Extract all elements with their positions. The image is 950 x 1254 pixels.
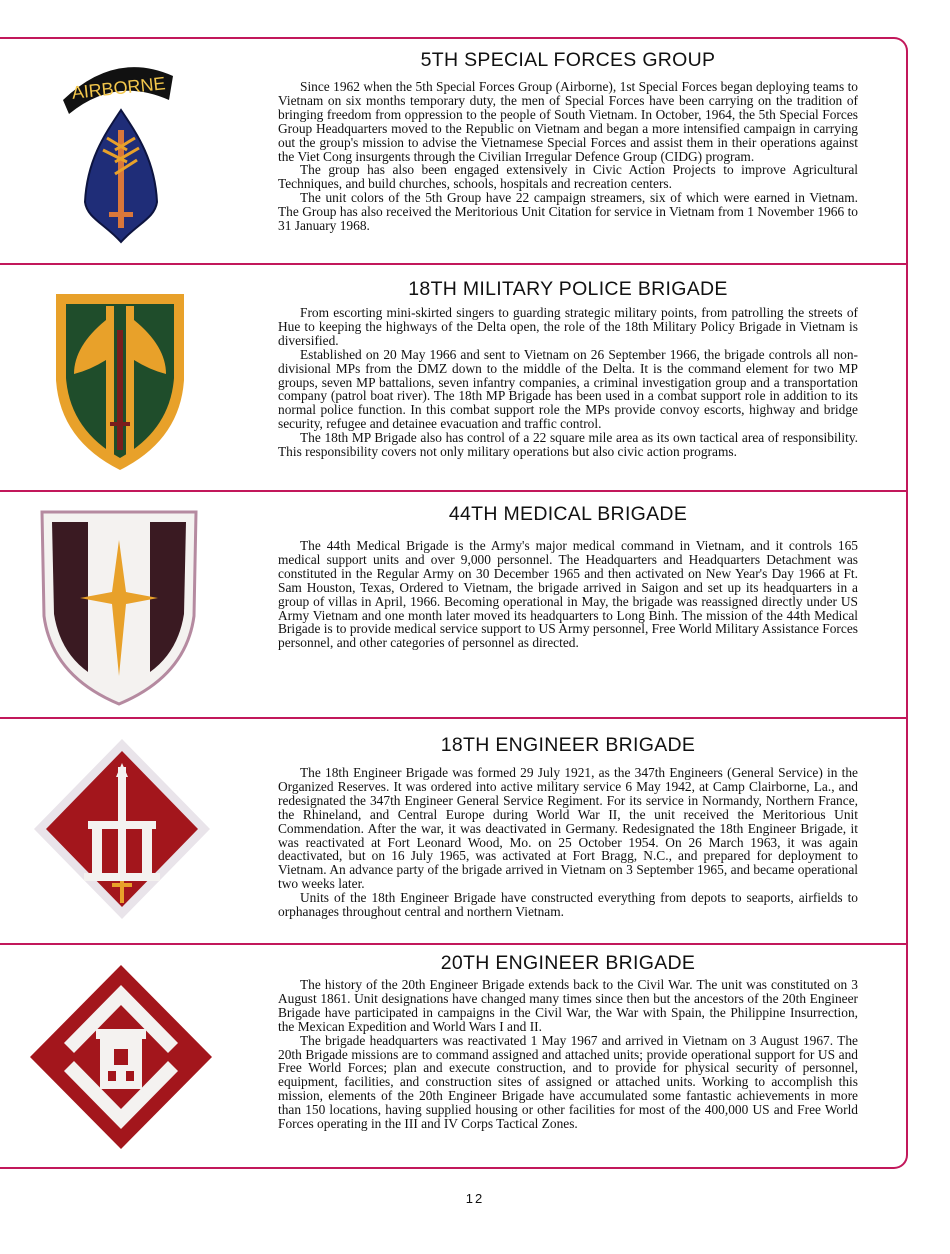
section-divider (0, 943, 908, 945)
18th-engineer-patch (32, 737, 212, 921)
paragraph: Units of the 18th Engineer Brigade have constructed everything from depots to seaports, airfields to orphanages throughout central and northern Vietnam. (278, 890, 858, 920)
section-title: 18TH ENGINEER BRIGADE (440, 734, 696, 756)
paragraph: The history of the 20th Engineer Brigade extends back to the Civil War. The unit was constituted on 3 August 1861. Unit designations have changed many times since then but the ancestors of the 20th Engineer Brigade have participated in campaigns in the Civil War, the War with Spain, the Philippine Insurrection, the Mexican Expedition and World Wars I and II. (278, 977, 858, 1034)
section-title: 5TH SPECIAL FORCES GROUP (420, 49, 716, 71)
section-divider (0, 717, 908, 719)
section-body (278, 978, 858, 1131)
section-body (278, 766, 858, 919)
section-body (278, 306, 858, 459)
paragraph: The unit colors of the 5th Group have 22 campaign streamers, six of which were earned in Vietnam. The Group has also received the Meritorious Unit Citation for service in Vietnam from 1 November 1966 to 31 January 1968. (278, 190, 858, 234)
page-number: 12 (465, 1191, 485, 1206)
section-title: 20TH ENGINEER BRIGADE (440, 952, 696, 974)
section-divider (0, 263, 908, 265)
paragraph: Since 1962 when the 5th Special Forces Group (Airborne), 1st Special Forces began deploying teams to Vietnam on six months temporary duty, the men of Special Forces have been carrying on the tradition of bringing freedom from oppression to the people of South Vietnam. In October, 1964, the 5th Special Forces Group Headquarters moved to the Republic on Vietnam and began a more intensified campaign in carrying out the group's mission to advise the Vietnamese Special Forces and assist them in their operations against the Viet Cong insurgents through the Civilian Irregular Defence Group (CIDG) program. (278, 79, 858, 164)
section-body (278, 539, 858, 650)
paragraph: The 44th Medical Brigade is the Army's major medical command in Vietnam, and it controls 165 medical support units and over 9,000 personnel. The Headquarters and Headquarters Detachment was constituted in the Regular Army on 30 December 1965 and then activated on New Year's Day 1966 at Ft. Sam Houston, Texas, Ordered to Vietnam, the brigade arrived in Saigon and set up its headquarters in a group of villas in April, 1966. Becoming operational in May, the brigade was reassigned directly under US Army Vietnam and one month later moved its headquarters to Long Binh. The mission of the 44th Medical Brigade is to provide medical service support to US Army personnel, Free World Military Assistance Forces personnel, and other categories of personnel as directed. (278, 538, 858, 651)
section-title: 18TH MILITARY POLICE BRIGADE (408, 278, 728, 300)
airborne-tab-label: AIRBORNE (70, 73, 167, 103)
paragraph: The brigade headquarters was reactivated 1 May 1967 and arrived in Vietnam on 3 August 1967. The 20th Brigade missions are to command assigned and attached units; provide operational support for US and Free World Forces; plan and execute construction, and to provide for physical security of personnel, equipment, facilities, and construction sites of assigned or attached units. Working to accomplish this mission, elements of the 20th Engineer Brigade have accumulated some fantastic achievements in more than 150 locations, having supplied housing or other facilities for most of the 400,000 US and Free World Forces operating in the III and IV Corps Tactical Zones. (278, 1032, 858, 1132)
paragraph: From escorting mini-skirted singers to guarding strategic military points, from patrolling the streets of Hue to keeping the highways of the Delta open, the role of the 18th Military Policy Brigade in Vietnam is diversified. (278, 305, 858, 348)
20th-engineer-patch (28, 963, 214, 1151)
special-forces-patch (55, 52, 185, 248)
paragraph: Established on 20 May 1966 and sent to Vietnam on 26 September 1966, the brigade controls all non-divisional MPs from the DMZ down to the middle of the Delta. It is the command element for two MP groups, seven MP battalions, seven infantry companies, a criminal investigation group and a transportation company (patrol boat river). The 18th MP Brigade has been used in a combat support role in addition to its normal police function. In this combat support role the MPs provide convoy escorts, highway and bridge security, refugee and detainee evacuation and traffic control. (278, 346, 858, 432)
paragraph: The group has also been engaged extensively in Civic Action Projects to improve Agricultural Techniques, and build churches, schools, hospitals and recreation centers. (278, 162, 858, 192)
paragraph: The 18th MP Brigade also has control of a 22 square mile area as its own tactical area of responsibility. This responsibility covers not only military operations but also civic action programs. (278, 430, 858, 460)
paragraph: The 18th Engineer Brigade was formed 29 July 1921, as the 347th Engineers (General Service) in the Organized Reserves. It was ordered into active military service 6 May 1942, at Camp Clairborne, La., and redesignated the 347th Engineer General Service Regiment. For its service in Normandy, Northern France, the Rhineland, and Central Europe during World War II, the unit received the Meritorious Unit Commendation. After the war, it was deactivated in Germany. Redesignated the 18th Engineer Brigade, it was reactivated at Fort Leonard Wood, Mo. on 25 October 1954. On 26 March 1963, it was again deactivated, but on 16 July 1965, was activated at Fort Bragg, N.C., and prepared for deployment to Vietnam. An advance party of the brigade arrived in Vietnam on 3 September 1965, and became operational two weeks later. (278, 765, 858, 892)
medical-brigade-patch (38, 506, 200, 708)
section-title: 44TH MEDICAL BRIGADE (448, 503, 688, 525)
section-divider (0, 490, 908, 492)
military-police-patch (50, 290, 190, 474)
section-body (278, 80, 858, 233)
